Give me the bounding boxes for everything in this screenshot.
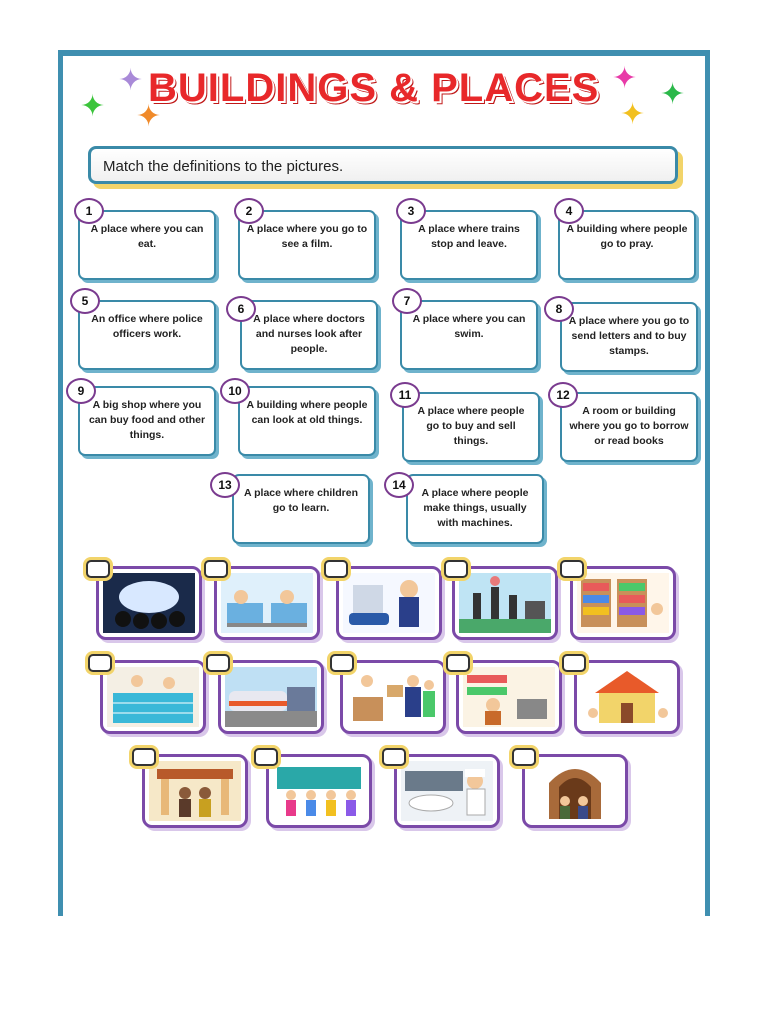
instruction-text: Match the definitions to the pictures.: [103, 158, 344, 175]
definition-number: 9: [66, 378, 96, 404]
answer-box[interactable]: [204, 560, 228, 578]
definition-card: A place where children go to learn.: [232, 474, 370, 544]
page-title: BUILDINGS & PLACES: [148, 66, 600, 110]
definition-card: A place where you can eat.: [78, 210, 216, 280]
library-picture: [570, 566, 676, 640]
police-station-picture: [336, 566, 442, 640]
train-station-picture: [218, 660, 324, 734]
definition-card: A big shop where you can buy food and other things.: [78, 386, 216, 456]
answer-box[interactable]: [206, 654, 230, 672]
answer-box[interactable]: [562, 654, 586, 672]
definition-number: 4: [554, 198, 584, 224]
definition-card: A place where you go to send letters and to buy stamps.: [560, 302, 698, 372]
definition-card: A place where trains stop and leave.: [400, 210, 538, 280]
restaurant-picture: [394, 754, 500, 828]
answer-box[interactable]: [324, 560, 348, 578]
definition-card: A place where doctors and nurses look after people.: [240, 300, 378, 370]
answer-box[interactable]: [446, 654, 470, 672]
answer-box[interactable]: [254, 748, 278, 766]
definition-number: 8: [544, 296, 574, 322]
supermarket-picture: [456, 660, 562, 734]
definition-number: 6: [226, 296, 256, 322]
definition-number: 11: [390, 382, 420, 408]
answer-box[interactable]: [512, 748, 536, 766]
answer-box[interactable]: [330, 654, 354, 672]
definition-number: 2: [234, 198, 264, 224]
definition-number: 12: [548, 382, 578, 408]
hospital-picture: [214, 566, 320, 640]
star-icon: ✦: [660, 77, 686, 112]
church-picture: [522, 754, 628, 828]
definition-card: A room or building where you go to borrow or read books: [560, 392, 698, 462]
definition-number: 1: [74, 198, 104, 224]
star-icon: ✦: [118, 63, 144, 98]
answer-box[interactable]: [88, 654, 112, 672]
definition-card: A building where people go to pray.: [558, 210, 696, 280]
museum-picture: [142, 754, 248, 828]
star-icon: ✦: [612, 61, 638, 96]
instruction-banner: [88, 146, 686, 190]
star-icon: ✦: [620, 97, 646, 132]
definition-card: A place where people make things, usually with machines.: [406, 474, 544, 544]
definition-number: 3: [396, 198, 426, 224]
swimming-pool-picture: [100, 660, 206, 734]
answer-box[interactable]: [444, 560, 468, 578]
star-icon: ✦: [136, 99, 162, 134]
definition-card: A place where people go to buy and sell things.: [402, 392, 540, 462]
factory-picture: [452, 566, 558, 640]
definition-number: 10: [220, 378, 250, 404]
market-picture: [266, 754, 372, 828]
definition-number: 5: [70, 288, 100, 314]
definition-number: 7: [392, 288, 422, 314]
cinema-picture: [96, 566, 202, 640]
answer-box[interactable]: [560, 560, 584, 578]
definition-card: A place where you can swim.: [400, 300, 538, 370]
answer-box[interactable]: [132, 748, 156, 766]
definition-number: 13: [210, 472, 240, 498]
school-picture: [574, 660, 680, 734]
answer-box[interactable]: [382, 748, 406, 766]
definition-number: 14: [384, 472, 414, 498]
post-office-picture: [340, 660, 446, 734]
star-icon: ✦: [80, 89, 106, 124]
definition-card: A building where people can look at old things.: [238, 386, 376, 456]
answer-box[interactable]: [86, 560, 110, 578]
definition-card: An office where police officers work.: [78, 300, 216, 370]
definition-card: A place where you go to see a film.: [238, 210, 376, 280]
